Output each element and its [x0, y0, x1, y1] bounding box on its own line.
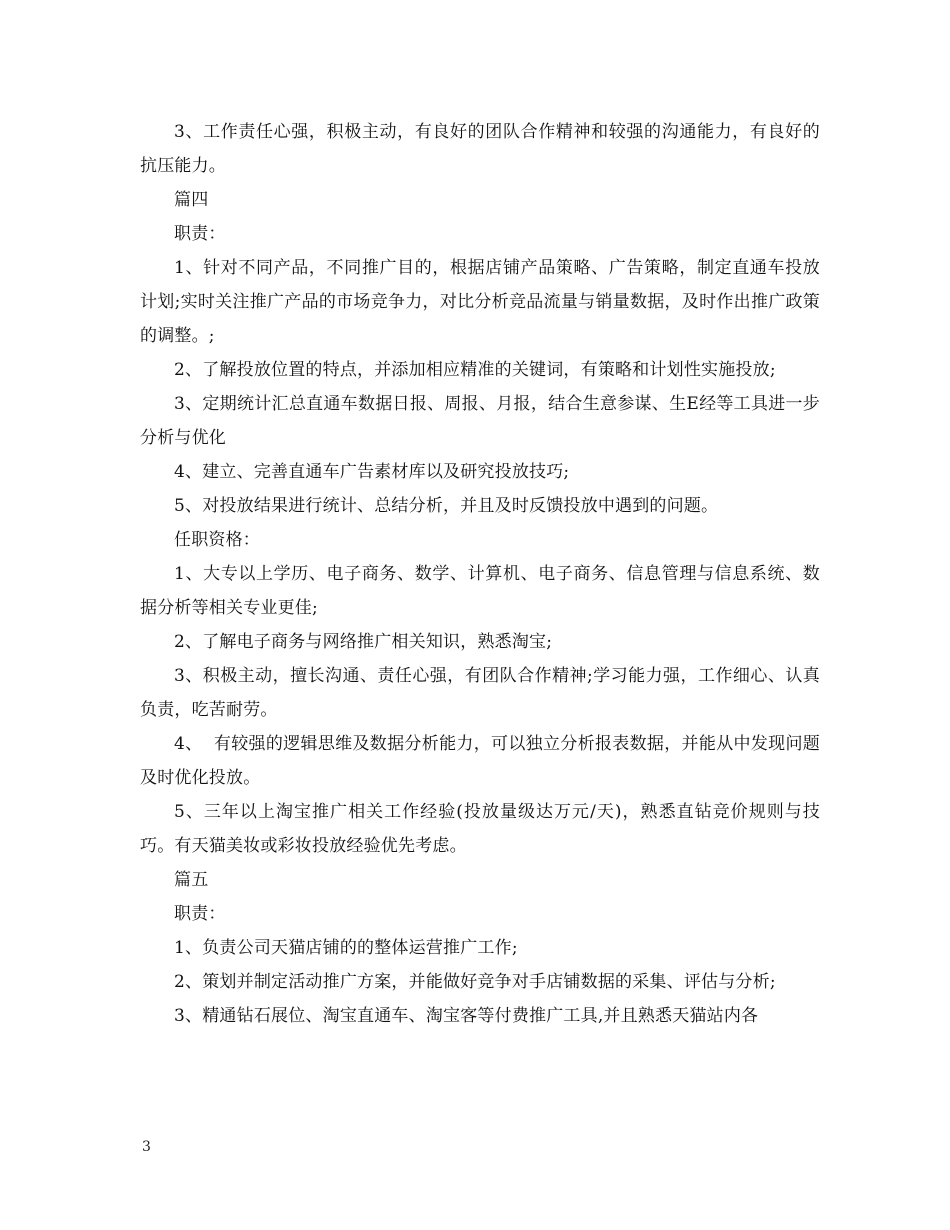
subheading: 任职资格：: [174, 530, 260, 550]
section-heading: 篇五: [174, 870, 209, 890]
paragraph: 1、针对不同产品，不同推广目的，根据店铺产品策略、广告策略，制定直通车投放计划;实时关注推广产品的市场竞争力，对比分析竞品流量与销量数据，及时作出推广政策的调整。;: [140, 258, 820, 346]
paragraph: 1、大专以上学历、电子商务、数学、计算机、电子商务、信息管理与信息系统、数据分析等相关专业更佳;: [140, 564, 820, 618]
paragraph: 3、定期统计汇总直通车数据日报、周报、月报，结合生意参谋、生E经等工具进一步分析与优化: [140, 394, 820, 448]
subheading: 职责：: [174, 224, 226, 244]
paragraph: 1、负责公司天猫店铺的的整体运营推广工作;: [174, 938, 518, 958]
paragraph: 2、了解电子商务与网络推广相关知识，熟悉淘宝;: [174, 632, 553, 652]
paragraph: 4、 有较强的逻辑思维及数据分析能力，可以独立分析报表数据，并能从中发现问题及时优化投放。: [140, 734, 820, 788]
paragraph: 4、建立、完善直通车广告素材库以及研究投放技巧;: [174, 462, 570, 482]
paragraph: 2、策划并制定活动推广方案，并能做好竞争对手店铺数据的采集、评估与分析;: [174, 972, 776, 992]
paragraph: 3、工作责任心强，积极主动，有良好的团队合作精神和较强的沟通能力，有良好的抗压能力。: [140, 122, 820, 176]
paragraph: 2、了解投放位置的特点，并添加相应精准的关键词，有策略和计划性实施投放;: [174, 360, 776, 380]
document-body: [140, 115, 820, 1033]
paragraph: 5、三年以上淘宝推广相关工作经验(投放量级达万元/天)，熟悉直钻竞价规则与技巧。有天猫美妆或彩妆投放经验优先考虑。: [140, 802, 820, 856]
page-number: 3: [142, 1139, 151, 1155]
paragraph: 3、精通钻石展位、淘宝直通车、淘宝客等付费推广工具,并且熟悉天猫站内各: [174, 1006, 759, 1026]
section-heading: 篇四: [174, 190, 209, 210]
subheading: 职责：: [174, 904, 226, 924]
paragraph: 5、对投放结果进行统计、总结分析，并且及时反馈投放中遇到的问题。: [174, 496, 719, 516]
paragraph: 3、积极主动，擅长沟通、责任心强，有团队合作精神;学习能力强，工作细心、认真负责，吃苦耐劳。: [140, 666, 820, 720]
